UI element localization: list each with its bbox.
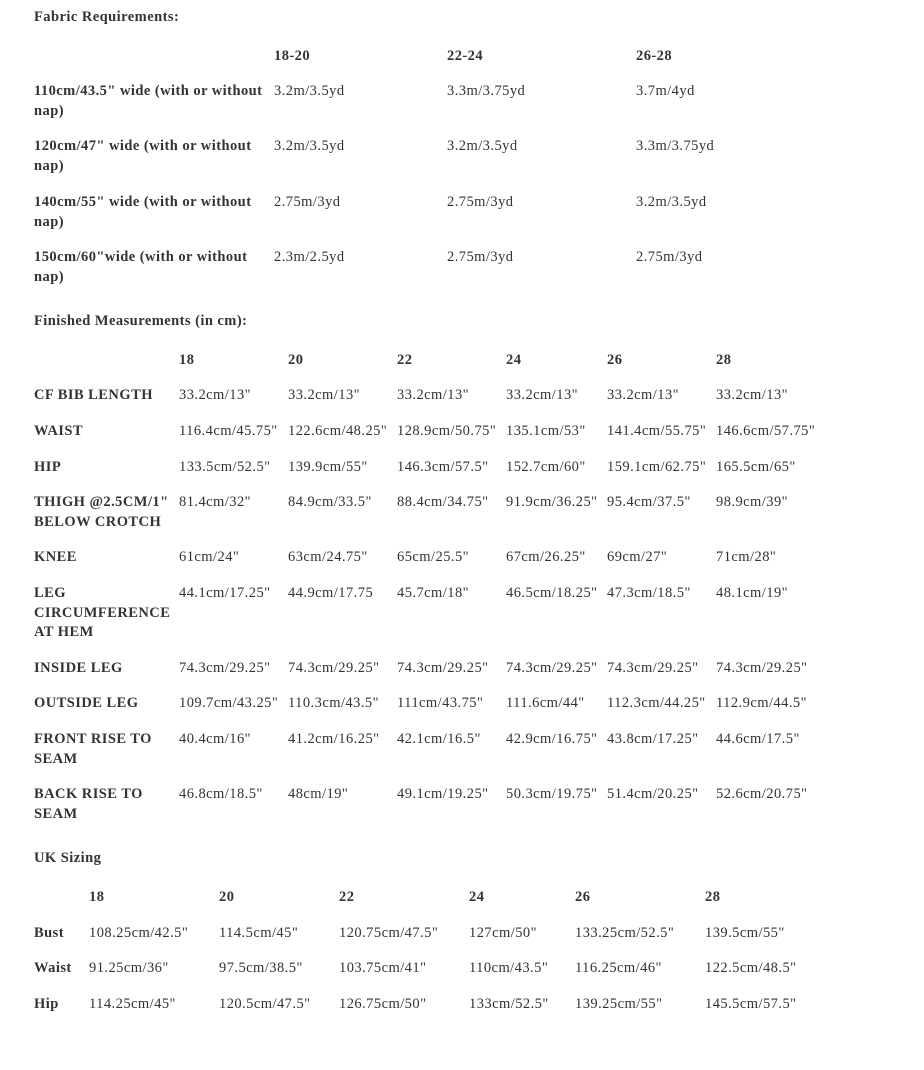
table-cell: 33.2cm/13": [288, 387, 361, 403]
row-label: WAIST: [34, 423, 83, 439]
table-cell: 111cm/43.75": [397, 695, 484, 711]
table-cell: 42.1cm/16.5": [397, 731, 481, 747]
row-label: Waist: [34, 960, 72, 976]
column-header: 24: [469, 889, 485, 905]
table-cell: 3.2m/3.5yd: [447, 138, 518, 154]
row-label: LEG CIRCUMFERENCE AT HEM: [34, 585, 171, 640]
table-cell: 135.1cm/53": [506, 423, 586, 439]
table-cell: 41.2cm/16.25": [288, 731, 380, 747]
table-cell: 69cm/27": [607, 549, 668, 565]
column-header: 26: [607, 352, 623, 368]
table-cell: 116.4cm/45.75": [179, 423, 278, 439]
column-header: 18: [89, 889, 105, 905]
table-cell: 61cm/24": [179, 549, 240, 565]
row-label: THIGH @2.5CM/1" BELOW CROTCH: [34, 494, 169, 530]
table-cell: 2.75m/3yd: [636, 249, 703, 265]
uk-sizing-title: UK Sizing: [34, 850, 102, 866]
table-cell: 2.75m/3yd: [447, 249, 514, 265]
table-cell: 114.5cm/45": [219, 925, 299, 941]
row-label: KNEE: [34, 549, 77, 565]
table-cell: 103.75cm/41": [339, 960, 427, 976]
column-header: 20: [288, 352, 304, 368]
table-cell: 67cm/26.25": [506, 549, 586, 565]
table-cell: 3.3m/3.75yd: [447, 83, 526, 99]
table-cell: 98.9cm/39": [716, 494, 789, 510]
table-cell: 52.6cm/20.75": [716, 786, 808, 802]
table-cell: 74.3cm/29.25": [288, 660, 380, 676]
row-label: BACK RISE TO SEAM: [34, 786, 143, 822]
table-cell: 139.9cm/55": [288, 459, 368, 475]
column-header: 22-24: [447, 48, 484, 64]
table-cell: 139.5cm/55": [705, 925, 785, 941]
table-cell: 46.8cm/18.5": [179, 786, 263, 802]
table-cell: 49.1cm/19.25": [397, 786, 489, 802]
table-cell: 33.2cm/13": [716, 387, 789, 403]
table-cell: 152.7cm/60": [506, 459, 586, 475]
table-cell: 33.2cm/13": [179, 387, 252, 403]
table-cell: 3.7m/4yd: [636, 83, 695, 99]
table-cell: 122.5cm/48.5": [705, 960, 797, 976]
table-cell: 44.6cm/17.5": [716, 731, 800, 747]
row-label: 110cm/43.5" wide (with or without nap): [34, 83, 263, 119]
table-cell: 44.1cm/17.25": [179, 585, 271, 601]
table-cell: 91.25cm/36": [89, 960, 169, 976]
row-label: HIP: [34, 459, 62, 475]
table-cell: 3.3m/3.75yd: [636, 138, 715, 154]
column-header: 20: [219, 889, 235, 905]
table-cell: 81.4cm/32": [179, 494, 252, 510]
table-cell: 110cm/43.5": [469, 960, 549, 976]
table-cell: 146.6cm/57.75": [716, 423, 816, 439]
row-label: OUTSIDE LEG: [34, 695, 139, 711]
table-cell: 108.25cm/42.5": [89, 925, 189, 941]
row-label: INSIDE LEG: [34, 660, 123, 676]
row-label: CF BIB LENGTH: [34, 387, 153, 403]
table-cell: 3.2m/3.5yd: [274, 83, 345, 99]
row-label: Bust: [34, 925, 65, 941]
table-cell: 65cm/25.5": [397, 549, 470, 565]
table-cell: 126.75cm/50": [339, 996, 427, 1012]
column-header: 28: [705, 889, 721, 905]
table-cell: 47.3cm/18.5": [607, 585, 691, 601]
table-cell: 133.5cm/52.5": [179, 459, 271, 475]
table-cell: 133.25cm/52.5": [575, 925, 675, 941]
row-label: 150cm/60"wide (with or without nap): [34, 249, 248, 285]
table-cell: 74.3cm/29.25": [397, 660, 489, 676]
table-cell: 128.9cm/50.75": [397, 423, 497, 439]
table-cell: 74.3cm/29.25": [716, 660, 808, 676]
table-cell: 3.2m/3.5yd: [636, 194, 707, 210]
table-cell: 111.6cm/44": [506, 695, 585, 711]
table-cell: 3.2m/3.5yd: [274, 138, 345, 154]
table-cell: 133cm/52.5": [469, 996, 549, 1012]
table-cell: 110.3cm/43.5": [288, 695, 379, 711]
fabric-requirements-title: Fabric Requirements:: [34, 9, 180, 25]
table-cell: 40.4cm/16": [179, 731, 252, 747]
table-cell: 33.2cm/13": [607, 387, 680, 403]
column-header: 26-28: [636, 48, 673, 64]
table-cell: 139.25cm/55": [575, 996, 663, 1012]
table-cell: 159.1cm/62.75": [607, 459, 707, 475]
table-cell: 2.75m/3yd: [447, 194, 514, 210]
table-cell: 44.9cm/17.75: [288, 585, 374, 601]
table-cell: 42.9cm/16.75": [506, 731, 598, 747]
table-cell: 165.5cm/65": [716, 459, 796, 475]
table-cell: 51.4cm/20.25": [607, 786, 699, 802]
table-cell: 45.7cm/18": [397, 585, 470, 601]
table-cell: 33.2cm/13": [397, 387, 470, 403]
row-label: FRONT RISE TO SEAM: [34, 731, 152, 767]
table-cell: 141.4cm/55.75": [607, 423, 707, 439]
table-cell: 114.25cm/45": [89, 996, 176, 1012]
column-header: 28: [716, 352, 732, 368]
table-cell: 91.9cm/36.25": [506, 494, 598, 510]
table-cell: 84.9cm/33.5": [288, 494, 372, 510]
table-cell: 74.3cm/29.25": [506, 660, 598, 676]
table-cell: 145.5cm/57.5": [705, 996, 797, 1012]
table-cell: 74.3cm/29.25": [607, 660, 699, 676]
row-label: 120cm/47" wide (with or without nap): [34, 138, 252, 174]
column-header: 18: [179, 352, 195, 368]
table-cell: 120.75cm/47.5": [339, 925, 439, 941]
column-header: 18-20: [274, 48, 311, 64]
table-cell: 97.5cm/38.5": [219, 960, 303, 976]
table-cell: 95.4cm/37.5": [607, 494, 691, 510]
table-cell: 120.5cm/47.5": [219, 996, 311, 1012]
table-cell: 50.3cm/19.75": [506, 786, 598, 802]
finished-measurements-title: Finished Measurements (in cm):: [34, 313, 248, 329]
table-cell: 71cm/28": [716, 549, 777, 565]
column-header: 24: [506, 352, 522, 368]
column-header: 22: [339, 889, 355, 905]
table-cell: 88.4cm/34.75": [397, 494, 489, 510]
table-cell: 127cm/50": [469, 925, 537, 941]
column-header: 22: [397, 352, 413, 368]
table-cell: 116.25cm/46": [575, 960, 662, 976]
table-cell: 2.75m/3yd: [274, 194, 341, 210]
table-cell: 74.3cm/29.25": [179, 660, 271, 676]
table-cell: 146.3cm/57.5": [397, 459, 489, 475]
row-label: Hip: [34, 996, 59, 1012]
table-cell: 112.3cm/44.25": [607, 695, 706, 711]
table-cell: 2.3m/2.5yd: [274, 249, 345, 265]
table-cell: 48.1cm/19": [716, 585, 789, 601]
row-label: 140cm/55" wide (with or without nap): [34, 194, 252, 230]
table-cell: 33.2cm/13": [506, 387, 579, 403]
table-cell: 112.9cm/44.5": [716, 695, 807, 711]
table-cell: 63cm/24.75": [288, 549, 368, 565]
table-cell: 43.8cm/17.25": [607, 731, 699, 747]
table-cell: 46.5cm/18.25": [506, 585, 598, 601]
table-cell: 48cm/19": [288, 786, 349, 802]
column-header: 26: [575, 889, 591, 905]
table-cell: 109.7cm/43.25": [179, 695, 279, 711]
table-cell: 122.6cm/48.25": [288, 423, 388, 439]
